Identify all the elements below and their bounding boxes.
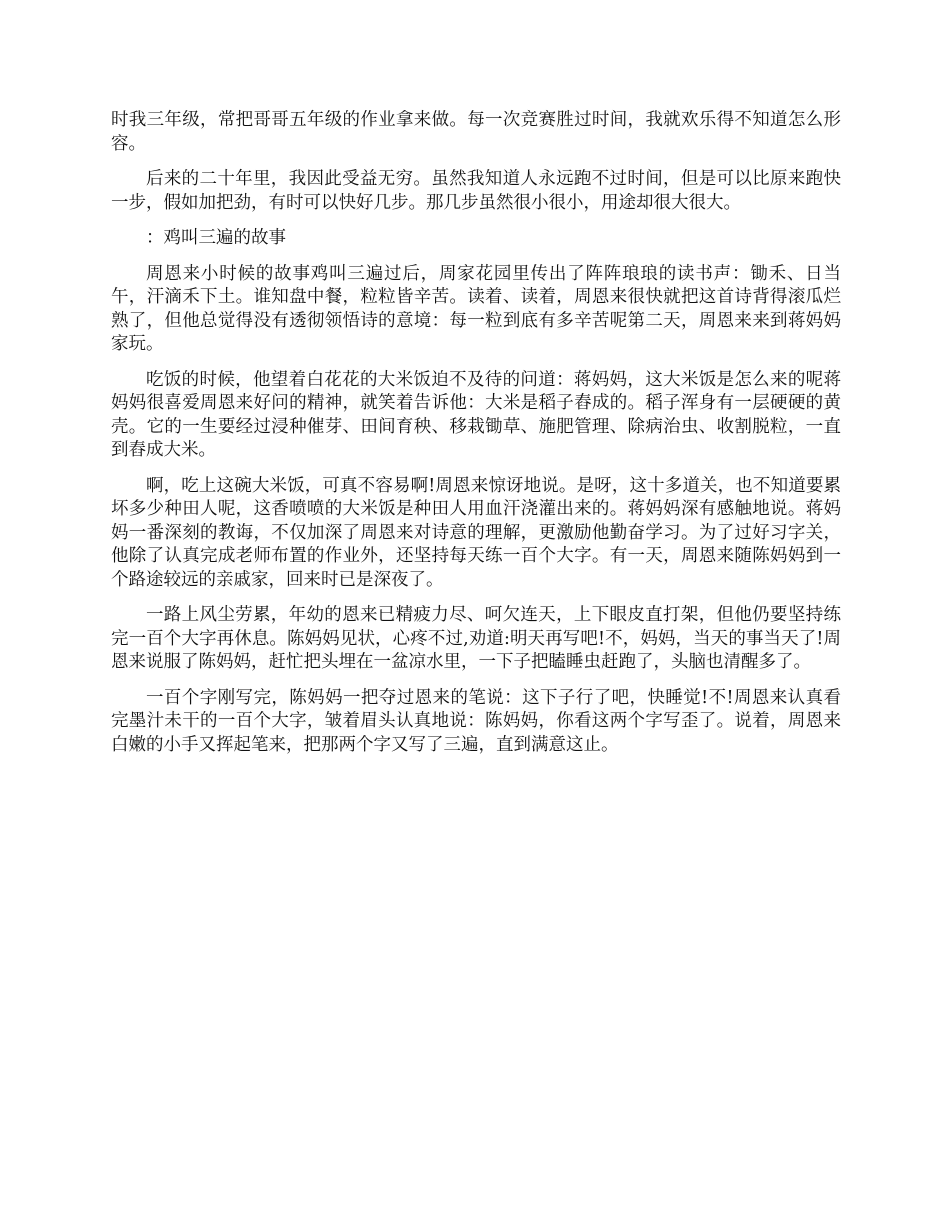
document-page (111, 109, 841, 769)
section-heading: ：鸡叫三遍的故事 (146, 228, 286, 248)
paragraph-7: 一百个字刚写完，陈妈妈一把夺过恩来的笔说：这下子行了吧，快睡觉!不!周恩来认真看完墨汁未干的一百个大字，皱着眉头认真地说：陈妈妈，你看这两个字写歪了。说着，周恩来白嫩的小手又挥起笔来，把那两个字又写了三遍，直到满意这止。 (111, 687, 841, 755)
paragraph-1: 时我三年级，常把哥哥五年级的作业拿来做。每一次竞赛胜过时间，我就欢乐得不知道怎么形容。 (111, 110, 841, 154)
paragraph-5: 啊，吃上这碗大米饭，可真不容易啊!周恩来惊讶地说。是呀，这十多道关，也不知道要累坏多少种田人呢，这香喷喷的大米饭是种田人用血汗浇灌出来的。蒋妈妈深有感触地说。蒋妈妈一番深刻的教诲，不仅加深了周恩来对诗意的理解，更激励他勤奋学习。为了过好习字关，他除了认真完成老师布置的作业外，还坚持每天练一百个大字。有一天，周恩来随陈妈妈到一个路途较远的亲戚家，回来时已是深夜了。 (111, 475, 841, 590)
paragraph-2: 后来的二十年里，我因此受益无穷。虽然我知道人永远跑不过时间，但是可以比原来跑快一步，假如加把劲，有时可以快好几步。那几步虽然很小很小，用途却很大很大。 (111, 169, 841, 213)
paragraph-4: 吃饭的时候，他望着白花花的大米饭迫不及待的问道：蒋妈妈，这大米饭是怎么来的呢蒋妈妈很喜爱周恩来好问的精神，就笑着告诉他：大米是稻子舂成的。稻子浑身有一层硬硬的黄壳。它的一生要经过浸种催芽、田间育秧、移栽锄草、施肥管理、除病治虫、收割脱粒，一直到舂成大米。 (111, 369, 841, 460)
paragraph-3: 周恩来小时候的故事鸡叫三遍过后，周家花园里传出了阵阵琅琅的读书声：锄禾、日当午，汗滴禾下土。谁知盘中餐，粒粒皆辛苦。读着、读着，周恩来很快就把这首诗背得滚瓜烂熟了，但他总觉得没有透彻领悟诗的意境：每一粒到底有多辛苦呢第二天，周恩来来到蒋妈妈家玩。 (111, 263, 841, 354)
paragraph-6: 一路上风尘劳累，年幼的恩来已精疲力尽、呵欠连天，上下眼皮直打架，但他仍要坚持练完一百个大字再休息。陈妈妈见状，心疼不过,劝道:明天再写吧!不，妈妈，当天的事当天了!周恩来说服了陈妈妈，赶忙把头埋在一盆凉水里，一下子把瞌睡虫赶跑了，头脑也清醒多了。 (111, 605, 841, 672)
